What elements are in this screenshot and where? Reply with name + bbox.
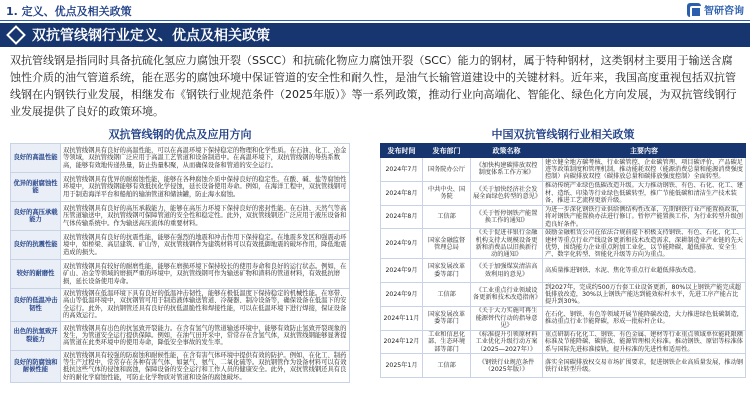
policy-dept: 工信部 [423, 205, 471, 229]
header-policy: 政策名称 [471, 144, 543, 158]
policy-content: 落实全国碳排放权交易市场扩围要求，促进钢铁企业高质量发展，推动钢铁行业转型升级。 [543, 354, 746, 378]
table-row [381, 205, 746, 229]
policy-content: 为进一步深化钢铁行业供给侧结构性改革，先期钢铁行业产能置换政策，将对钢铁产能置换办法进行修订。暂停产能置换工作，为行业转型升级创造良好条件。 [543, 205, 746, 229]
table-row [381, 229, 746, 259]
policy-dept: 国务院办公厅 [423, 158, 471, 182]
advantage-desc: 双抗管线钢具有出色的抗氢致开裂能力。在含有氢气的管道输送环境中，能够有效防止氢致开裂现象的发生，为管道安全运行提供保障。例如，在油气田开采中，常常存在含氢气体，双抗管线钢能够显著提高管道在此类环境中的使用寿命，降低安全事故的发生率。 [61, 321, 350, 350]
policy-name: 《加快构建碳排放双控制度体系工作方案》 [471, 158, 543, 182]
header-content: 主要内容 [543, 144, 746, 158]
right-table-title: 中国双抗管线钢行业相关政策 [491, 128, 635, 141]
policy-date: 2025年1月 [381, 354, 423, 378]
left-table-title: 双抗管线钢的优点及应用方向 [108, 128, 252, 141]
policy-content: 高质量推进钢铁、水泥、焦化等重点行业超低排放改造。 [543, 259, 746, 283]
policy-name: 《关于促进非银行金融机构支持大规模设备更新和消费品以旧换新行动的通知》 [471, 229, 543, 259]
brand-name: 智研咨询 [704, 6, 744, 17]
policy-name: 《关于加强煤炭清洁高效利用的意见》 [471, 259, 543, 283]
title-banner [0, 23, 750, 47]
table-row [11, 260, 350, 289]
policy-dept: 国家金融监督管理总局 [423, 229, 471, 259]
advantage-name: 优异的耐腐蚀性能 [11, 173, 61, 202]
intro-paragraph: 双抗管线钢是指同时具备抗硫化氢应力腐蚀开裂（SSCC）和抗硫化物应力腐蚀开裂（SCC）能力的钢材，属于特种钢材，这类钢材主要用于输送含腐蚀性介质的油气管道系统，能在恶劣的腐蚀环境中保证管道的安全性和耐久性，是油气长输管道建设中的关键材料。近年来，我国高度重视包括双抗管线钢在内钢铁行业发展，相继发布《钢铁行业规范条件（2025年版）》等一系列政策，推动行业向高端化、智能化、绿色化方向发展，为双抗管线钢行业发展提供了良好的政策环境。 [10, 54, 737, 118]
policy-dept: 国家发展改革委等部门 [423, 306, 471, 330]
header-date: 发布时间 [381, 144, 423, 158]
policy-dept: 中共中央、国务院 [423, 181, 471, 205]
table-row [381, 306, 746, 330]
advantage-name: 良好的高温性能 [11, 144, 61, 173]
header-divider [0, 20, 750, 21]
policy-date: 2024年8月 [381, 205, 423, 229]
policy-dept: 工业和信息化部、生态环境部等部门 [423, 330, 471, 354]
advantage-desc: 双抗管线钢具有良好的抗震性能，能够在强烈的地震和冲击作用下保持稳定。在地震多发区和强震动环境中，如桥梁、高层建筑、矿山等，双抗管线钢作为建筑材料可以有效抵御地震的破坏作用，降低地震造成的损失。 [61, 231, 350, 260]
policy-content: 重点研制石化化工、钢铁、有色金属、建材等行业重点领域单位能耗限额标准及节能降碳、碳排放、能源管理相关标准。推动钢铁、原铝等标准体系与国际先进标准接轨，提升标准的先进性和适用性。 [543, 330, 746, 354]
policy-content: 推动传统产业绿色低碳改造升级。大力推动钢铁、有色、石化、化工、建材、造纸、印染等行业绿色低碳转型，推广节能低碳和清洁生产技术装备，推进工艺流程更新升级。 [543, 181, 746, 205]
top-bar [0, 0, 750, 20]
policy-table [380, 143, 746, 378]
page-title: 双抗管线钢行业定义、优点及相关政策 [32, 28, 270, 44]
policy-content: 在石化、钢铁、有色等领域开展节能降碳改造，大力推进绿色低碳制造，推动重点行业节能降碳，形成一批标杆企业。 [543, 306, 746, 330]
policy-dept: 工信部 [423, 283, 471, 307]
policy-date: 2024年9月 [381, 229, 423, 259]
table-row [11, 321, 350, 350]
policy-date: 2024年7月 [381, 158, 423, 182]
policy-name: 《关于暂停钢铁产能置换工作的通知》 [471, 205, 543, 229]
policy-date: 2024年9月 [381, 259, 423, 283]
policy-name: 《关于大力实施可再生能源替代行动的指导意见》 [471, 306, 543, 330]
policy-date: 2024年12月 [381, 330, 423, 354]
table-row [381, 283, 746, 307]
policy-name: 《关于加快经济社会发展全面绿色转型的意见》 [471, 181, 543, 205]
advantage-name: 良好的抗震性能 [11, 231, 61, 260]
policy-content: 到2027年，完成约500万台套工业设备更新，80%以上钢铁产能完成超低排放改造，30%以上钢铁产能达到能效标杆水平，先进工序产能占比提升到30%。 [543, 283, 746, 307]
table-header-row [381, 144, 746, 158]
advantage-name: 良好的低温冲击韧性 [11, 289, 61, 322]
section-title: 1. 定义、优点及相关政策 [6, 5, 132, 18]
table-row [11, 350, 350, 383]
policy-date: 2024年11月 [381, 306, 423, 330]
table-row [11, 231, 350, 260]
advantages-table [10, 143, 350, 383]
table-row [381, 181, 746, 205]
policy-dept: 工信部 [423, 354, 471, 378]
advantage-desc: 双抗管线钢具有较强的防腐蚀和耐候性能，在含有害气体环境中提供有效的防护。例如，在化工、制药等生产过程中，常常存在各种有害气体、如氯气、氨气、二氧化硫等。双抗钢管作为设备材料可以有效抵抗这些气体的侵蚀和腐蚀，保障设备的安全运行和工作人员的健康安全。此外，双抗管线钢还具有良好的耐化学腐蚀性能，可防止化学物质对管道和设备的腐蚀破坏。 [61, 350, 350, 383]
table-row [11, 144, 350, 173]
policy-content: 建立健全地方碳考核、行业碳管控、企业碳管理、项目碳评价、产品碳足迹等政策制度和管理机制，推动能耗双控（能源消费总量和能源消费强度控制）向碳排放双控（碳排放总量和碳排放强度控制）全面转型。 [543, 158, 746, 182]
advantage-name: 良好的高压承载能力 [11, 202, 61, 231]
brand-icon [687, 3, 701, 17]
table-row [11, 173, 350, 202]
policy-name: 《标准提升引领原材料工业优化升级行动方案（2025—2027年）》 [471, 330, 543, 354]
table-row [11, 202, 350, 231]
table-row [11, 289, 350, 322]
table-row [381, 354, 746, 378]
advantage-desc: 双抗管线钢具有较好的耐磨性能，能够在磨损环境下保持较长的使用寿命和良好的运行状态。例如，在矿山、冶金等领域的磨损严重的环境中，双抗管线钢可作为输送矿物和渣料的管道材料，有效抵抗磨损，延长设备使用寿命。 [61, 260, 350, 289]
advantage-name: 良好的防腐蚀和耐候性能 [11, 350, 61, 383]
advantage-name: 出色的抗氢致开裂能力 [11, 321, 61, 350]
diamond-icon [6, 25, 26, 45]
policy-date: 2024年8月 [381, 181, 423, 205]
header-dept: 发布部门 [423, 144, 471, 158]
advantage-desc: 双抗管线钢具有优异的耐腐蚀性能，能够在各种腐蚀介质中保持良好的稳定性。在酸、碱、盐等腐蚀性环境中，双抗管线钢能够有效抵抗化学侵蚀，延长设备使用寿命。例如，在海洋工程中，双抗管线钢可用于制造海洋平台和船舶的输油管道和储油罐，防止海水腐蚀。 [61, 173, 350, 202]
policy-dept: 国家发展改革委等部门 [423, 259, 471, 283]
advantage-desc: 双抗管线钢具有良好的高温性能，可以在高温环境下保持稳定的物理和化学性质。在石油、化工、冶金等领域，双抗管线钢广泛应用于高温工艺管道和设备制造中。在高温环境下，双抗管线钢的导热系数高，能够有效地传递热量，防止热量积聚，从而确保设备和管道的安全运行。 [61, 144, 350, 173]
policy-name: 《钢铁行业规范条件（2025年版）》 [471, 354, 543, 378]
table-row [381, 158, 746, 182]
table-row [381, 259, 746, 283]
advantage-desc: 双抗管线钢具有良好的高压承载能力，能够在高压力环境下保持良好的密封性能。在石油、天然气等高压管道输送中，双抗管线钢可保障管道的安全性和稳定性。此外，双抗管线钢还广泛应用于液压设备和气体传输系统中。作为输送高压流体的重要材料。 [61, 202, 350, 231]
policy-name: 《工业重点行业领域设备更新和技术改造指南》 [471, 283, 543, 307]
table-row [381, 330, 746, 354]
advantage-desc: 双抗管线钢在低温环境下具有良好的低温冲击韧性，能够在极低温度下保持稳定的机械性能。在寒带、高山等低温环境中，双抗钢管可用于制造液体输送管道、冷凝器、制冷设备等，确保设备在低温下的安全运行。此外，双抗钢管还具有良好的抗低温脆性和焊接性能，可以在低温环境下进行焊接，保证设备的高效运行。 [61, 289, 350, 322]
policy-date: 2024年9月 [381, 283, 423, 307]
brand-logo [687, 2, 744, 17]
advantage-name: 较好的耐磨性 [11, 260, 61, 289]
policy-content: 鼓励金融租赁公司在依法合规前提下积极支持钢铁、有色、石化、化工、建材等重点行业产线设备更新和技术改造需求，深耕制造业产业链的先天优势，围绕能力企业重点附加工业化，以节能降碳、超低排放、安全生产、数字化转型、智能化升级等方向为重点。 [543, 229, 746, 259]
